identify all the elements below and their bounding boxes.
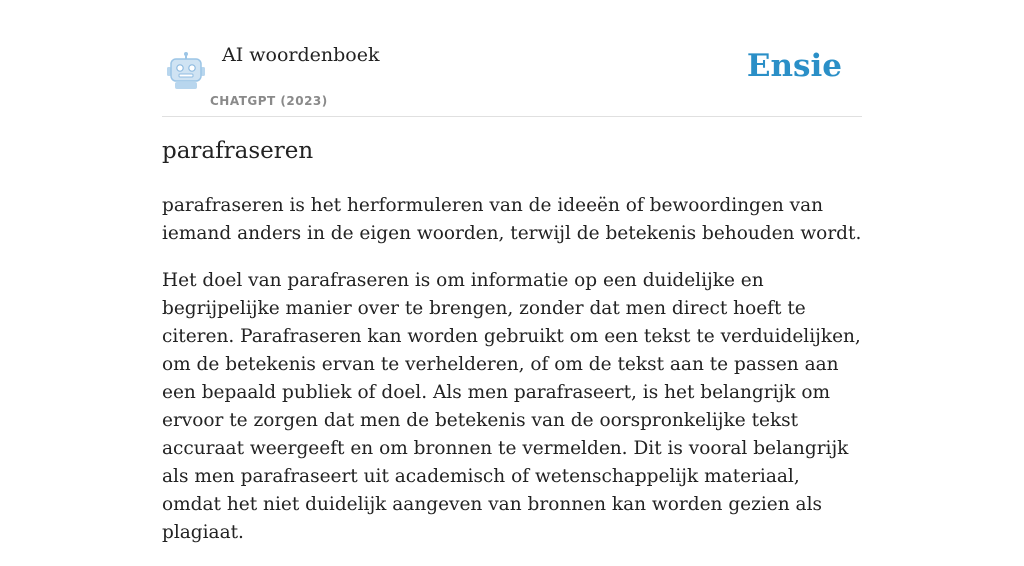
robot-icon: [166, 52, 206, 90]
definition-paragraph: Het doel van parafraseren is om informatie op een duidelijke en begrijpelijke manier over te brengen, zonder dat men direct hoeft te citeren. Parafraseren kan worden gebruikt om een tekst te verduidelijken, om de betekenis ervan te verhelderen, of om de tekst aan te passen aan een bepaald publiek of doel. Als men parafraseert, is het belangrijk om ervoor te zorgen dat men de betekenis van de oorspronkelijke tekst accuraat weergeeft en om bronnen te vermelden. Dit is vooral belangrijk als men parafraseert uit academisch of wetenschappelijk materiaal, omdat het niet duidelijk aangeven van bronnen kan worden gezien als plagiaat.: [162, 270, 861, 543]
entry-header: [162, 0, 862, 117]
definition-paragraph: parafraseren is het herformuleren van de ideeën of bewoordingen van iemand anders in de eigen woorden, terwijl de betekenis behouden wordt.: [162, 195, 862, 244]
page: [162, 0, 862, 543]
entry-term: parafraseren: [162, 138, 314, 164]
source-meta: CHATGPT (2023): [210, 94, 328, 108]
source-name[interactable]: AI woordenboek: [222, 44, 380, 66]
brand-logo[interactable]: Ensie: [746, 48, 842, 84]
entry-definition: [162, 192, 862, 566]
